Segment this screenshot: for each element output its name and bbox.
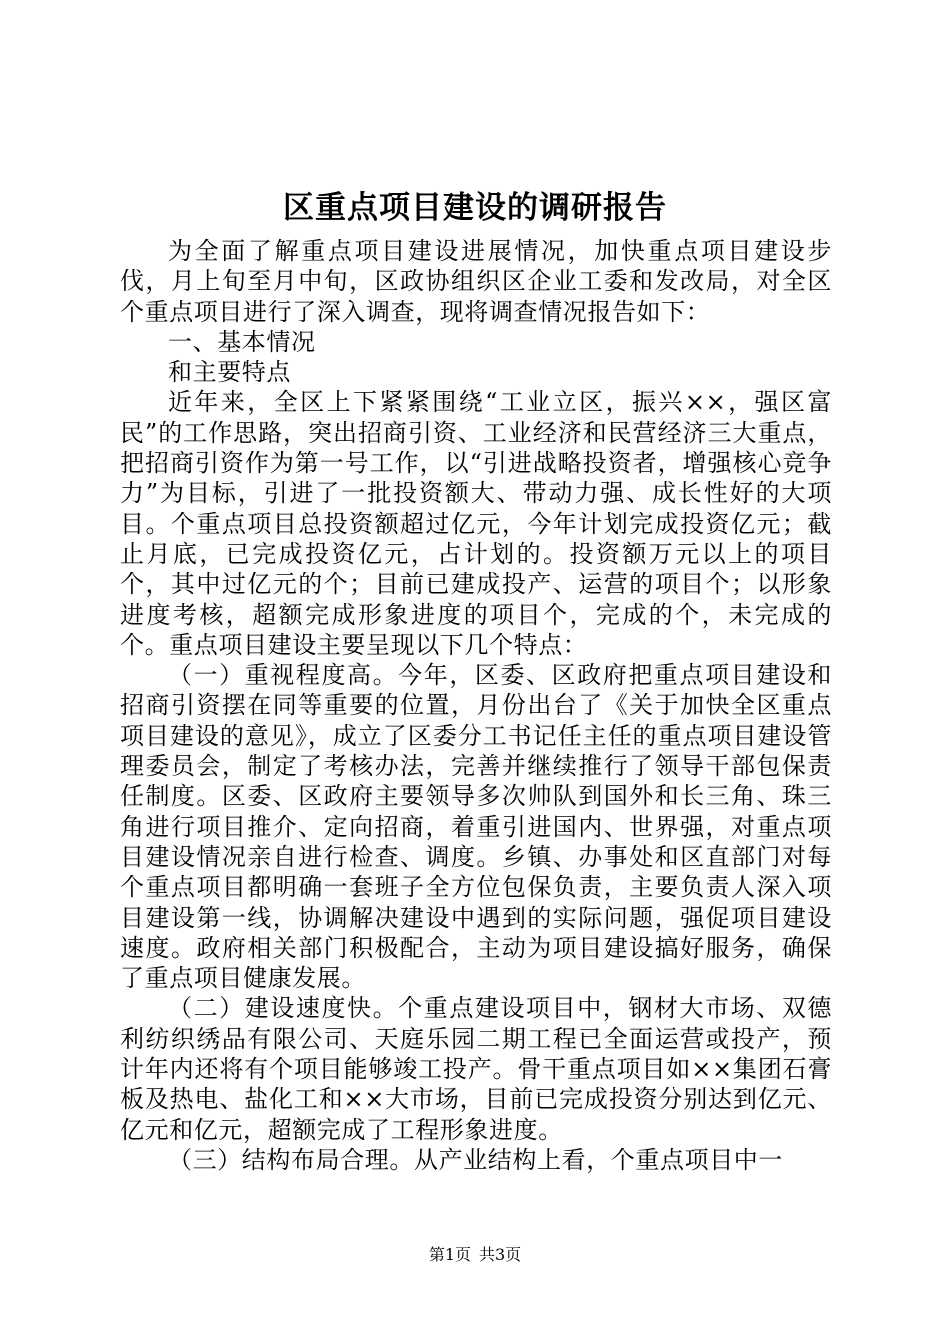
section-heading: 一、基本情况 [168,327,316,356]
section-heading-continued: 和主要特点 [168,358,291,387]
document-title: 区重点项目建设的调研报告 [283,190,667,226]
paragraph-intro: 为全面了解重点项目建设进展情况，加快重点项目建设步伐，月上旬至月中旬，区政协组织区企业工委和发改局，对全区个重点项目进行了深入调查，现将调查情况报告如下： [120,237,832,326]
page-total: 共3页 [479,1245,522,1264]
paragraph-point-3: （三）结构布局合理。从产业结构上看，个重点项目中一 [168,1145,783,1174]
paragraph-overview: 近年来，全区上下紧紧围绕“工业立区，振兴××，强区富民”的工作思路，突出招商引资、工业经济和民营经济三大重点，把招商引资作为第一号工作，以“引进战略投资者，增强核心竞争力”为目标，引进了一批投资额大、带动力强、成长性好的大项目。个重点项目总投资额超过亿元，今年计划完成投资亿元；截止月底，已完成投资亿元，占计划的。投资额万元以上的项目个，其中过亿元的个；目前已建成投产、运营的项目个；以形象进度考核，超额完成形象进度的项目个，完成的个，未完成的个。重点项目建设主要呈现以下几个特点： [120,388,832,659]
document-body [120,236,832,1175]
page-number: 第1页 [428,1245,471,1264]
paragraph-point-2: （二）建设速度快。个重点建设项目中，钢材大市场、双德利纺织绣品有限公司、天庭乐园二期工程已全面运营或投产，预计年内还将有个项目能够竣工投产。骨干重点项目如××集团石膏板及热电、盐化工和××大市场，目前已完成投资分别达到亿元、亿元和亿元，超额完成了工程形象进度。 [120,994,832,1144]
page-footer [0,1245,950,1265]
paragraph-point-1: （一）重视程度高。今年，区委、区政府把重点项目建设和招商引资摆在同等重要的位置，月份出台了《关于加快全区重点项目建设的意见》，成立了区委分工书记任主任的重点项目建设管理委员会，制定了考核办法，完善并继续推行了领导干部包保责任制度。区委、区政府主要领导多次帅队到国外和长三角、珠三角进行项目推介、定向招商，着重引进国内、世界强，对重点项目建设情况亲自进行检查、调度。乡镇、办事处和区直部门对每个重点项目都明确一套班子全方位包保负责，主要负责人深入项目建设第一线，协调解决建设中遇到的实际问题，强促项目建设速度。政府相关部门积极配合，主动为项目建设搞好服务，确保了重点项目健康发展。 [120,661,832,993]
